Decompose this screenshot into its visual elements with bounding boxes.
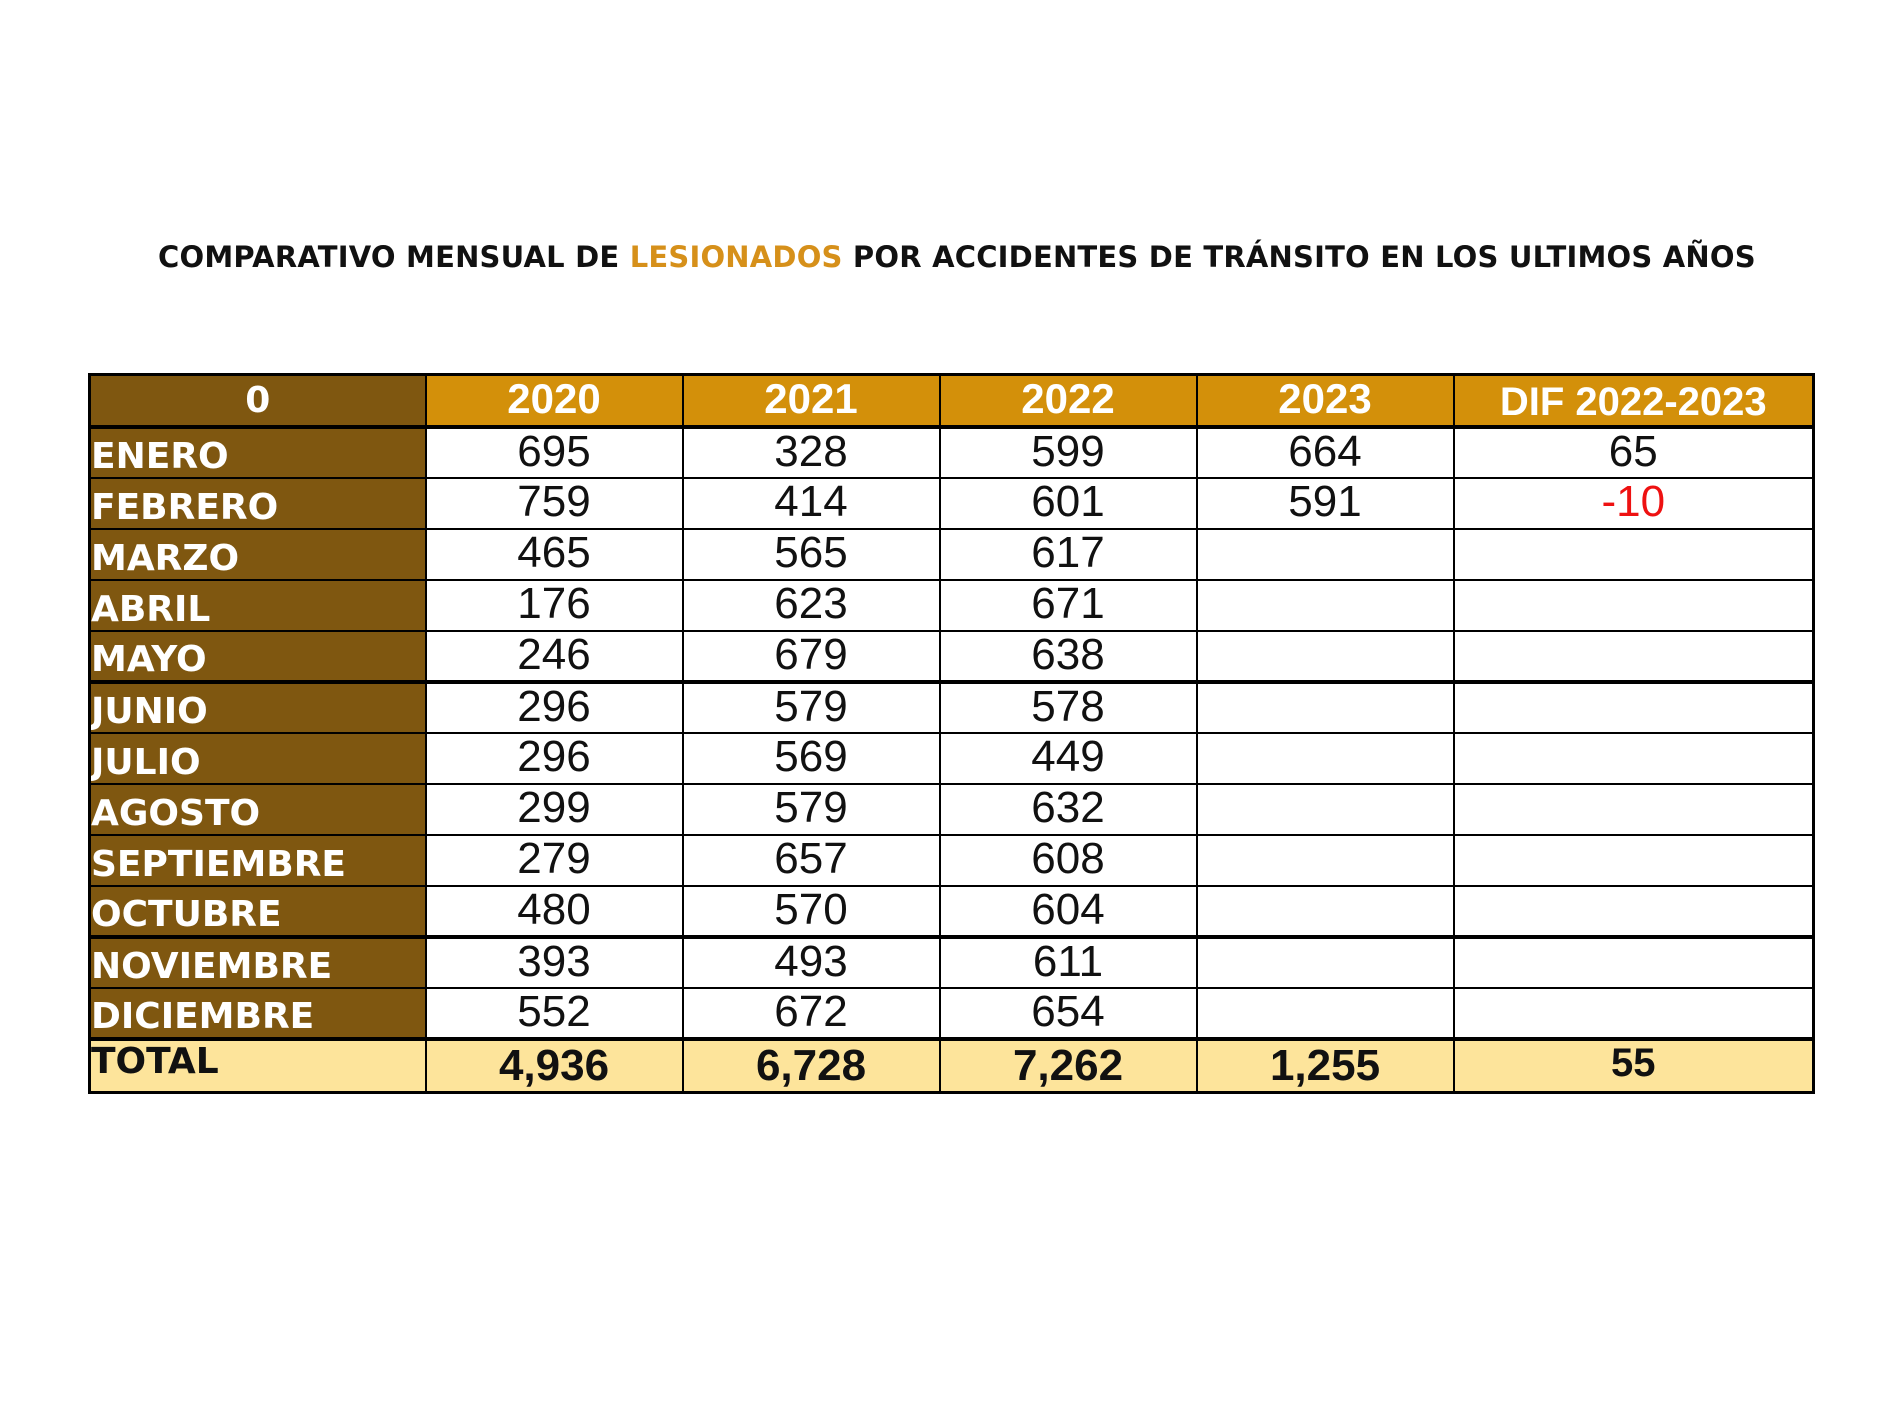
table-row — [90, 886, 1814, 937]
title-part-2: POR ACCIDENTES DE TRÁNSITO EN LOS ULTIMOS AÑOS — [842, 240, 1756, 274]
table-row — [90, 937, 1814, 988]
page-title — [158, 240, 1758, 274]
value-cell: 638 — [940, 631, 1197, 682]
value-cell: 246 — [426, 631, 683, 682]
value-cell — [1197, 580, 1454, 631]
header-year-2023: 2023 — [1197, 375, 1454, 427]
value-cell: 465 — [426, 529, 683, 580]
header-year-2020: 2020 — [426, 375, 683, 427]
value-cell: 296 — [426, 682, 683, 733]
table-row — [90, 427, 1814, 478]
header-diff: DIF 2022-2023 — [1454, 375, 1814, 427]
table-row — [90, 835, 1814, 886]
header-corner-cell: 0 — [90, 375, 426, 427]
value-cell: 599 — [940, 427, 1197, 478]
table-row — [90, 988, 1814, 1039]
value-cell: 296 — [426, 733, 683, 784]
table-row — [90, 631, 1814, 682]
title-highlight: LESIONADOS — [629, 240, 843, 274]
value-cell — [1197, 733, 1454, 784]
value-cell — [1197, 529, 1454, 580]
value-cell: 672 — [683, 988, 940, 1039]
month-label: ENERO — [90, 427, 426, 478]
total-row — [90, 1039, 1814, 1093]
title-part-1: COMPARATIVO MENSUAL DE — [158, 240, 630, 274]
value-cell: 569 — [683, 733, 940, 784]
table-row — [90, 682, 1814, 733]
value-cell: 604 — [940, 886, 1197, 937]
total-value-cell: 4,936 — [426, 1039, 683, 1093]
value-cell — [1197, 835, 1454, 886]
value-cell: 449 — [940, 733, 1197, 784]
value-cell: 328 — [683, 427, 940, 478]
month-label: SEPTIEMBRE — [90, 835, 426, 886]
value-cell: 591 — [1197, 478, 1454, 529]
value-cell: 623 — [683, 580, 940, 631]
header-year-2022: 2022 — [940, 375, 1197, 427]
month-label: NOVIEMBRE — [90, 937, 426, 988]
month-label: JUNIO — [90, 682, 426, 733]
value-cell — [1197, 682, 1454, 733]
table-row — [90, 580, 1814, 631]
value-cell: 671 — [940, 580, 1197, 631]
month-label: JULIO — [90, 733, 426, 784]
month-label: ABRIL — [90, 580, 426, 631]
diff-cell — [1454, 988, 1814, 1039]
table-body — [90, 427, 1814, 1093]
table-row — [90, 784, 1814, 835]
value-cell: 393 — [426, 937, 683, 988]
table-row — [90, 529, 1814, 580]
month-label: DICIEMBRE — [90, 988, 426, 1039]
diff-cell — [1454, 784, 1814, 835]
diff-cell — [1454, 529, 1814, 580]
diff-cell: 65 — [1454, 427, 1814, 478]
value-cell: 759 — [426, 478, 683, 529]
value-cell: 570 — [683, 886, 940, 937]
diff-cell — [1454, 835, 1814, 886]
value-cell: 579 — [683, 682, 940, 733]
value-cell: 695 — [426, 427, 683, 478]
header-year-2021: 2021 — [683, 375, 940, 427]
total-diff-cell: 55 — [1454, 1039, 1814, 1093]
injuries-comparison-table — [88, 373, 1815, 1094]
total-label: TOTAL — [90, 1039, 426, 1093]
value-cell: 664 — [1197, 427, 1454, 478]
value-cell: 176 — [426, 580, 683, 631]
value-cell: 299 — [426, 784, 683, 835]
value-cell: 601 — [940, 478, 1197, 529]
diff-cell: -10 — [1454, 478, 1814, 529]
value-cell: 657 — [683, 835, 940, 886]
value-cell: 480 — [426, 886, 683, 937]
month-label: MARZO — [90, 529, 426, 580]
total-value-cell: 1,255 — [1197, 1039, 1454, 1093]
value-cell — [1197, 937, 1454, 988]
table-row — [90, 733, 1814, 784]
value-cell: 611 — [940, 937, 1197, 988]
total-value-cell: 6,728 — [683, 1039, 940, 1093]
value-cell: 552 — [426, 988, 683, 1039]
diff-cell — [1454, 937, 1814, 988]
value-cell: 414 — [683, 478, 940, 529]
value-cell: 617 — [940, 529, 1197, 580]
month-label: AGOSTO — [90, 784, 426, 835]
value-cell: 493 — [683, 937, 940, 988]
month-label: MAYO — [90, 631, 426, 682]
month-label: OCTUBRE — [90, 886, 426, 937]
value-cell: 679 — [683, 631, 940, 682]
value-cell: 608 — [940, 835, 1197, 886]
value-cell: 654 — [940, 988, 1197, 1039]
diff-cell — [1454, 580, 1814, 631]
value-cell: 565 — [683, 529, 940, 580]
month-label: FEBRERO — [90, 478, 426, 529]
value-cell — [1197, 784, 1454, 835]
value-cell: 279 — [426, 835, 683, 886]
value-cell — [1197, 988, 1454, 1039]
diff-cell — [1454, 631, 1814, 682]
value-cell: 632 — [940, 784, 1197, 835]
value-cell — [1197, 631, 1454, 682]
value-cell: 578 — [940, 682, 1197, 733]
value-cell: 579 — [683, 784, 940, 835]
total-value-cell: 7,262 — [940, 1039, 1197, 1093]
diff-cell — [1454, 682, 1814, 733]
table-row — [90, 478, 1814, 529]
table-header-row — [90, 375, 1814, 427]
diff-cell — [1454, 733, 1814, 784]
diff-cell — [1454, 886, 1814, 937]
value-cell — [1197, 886, 1454, 937]
